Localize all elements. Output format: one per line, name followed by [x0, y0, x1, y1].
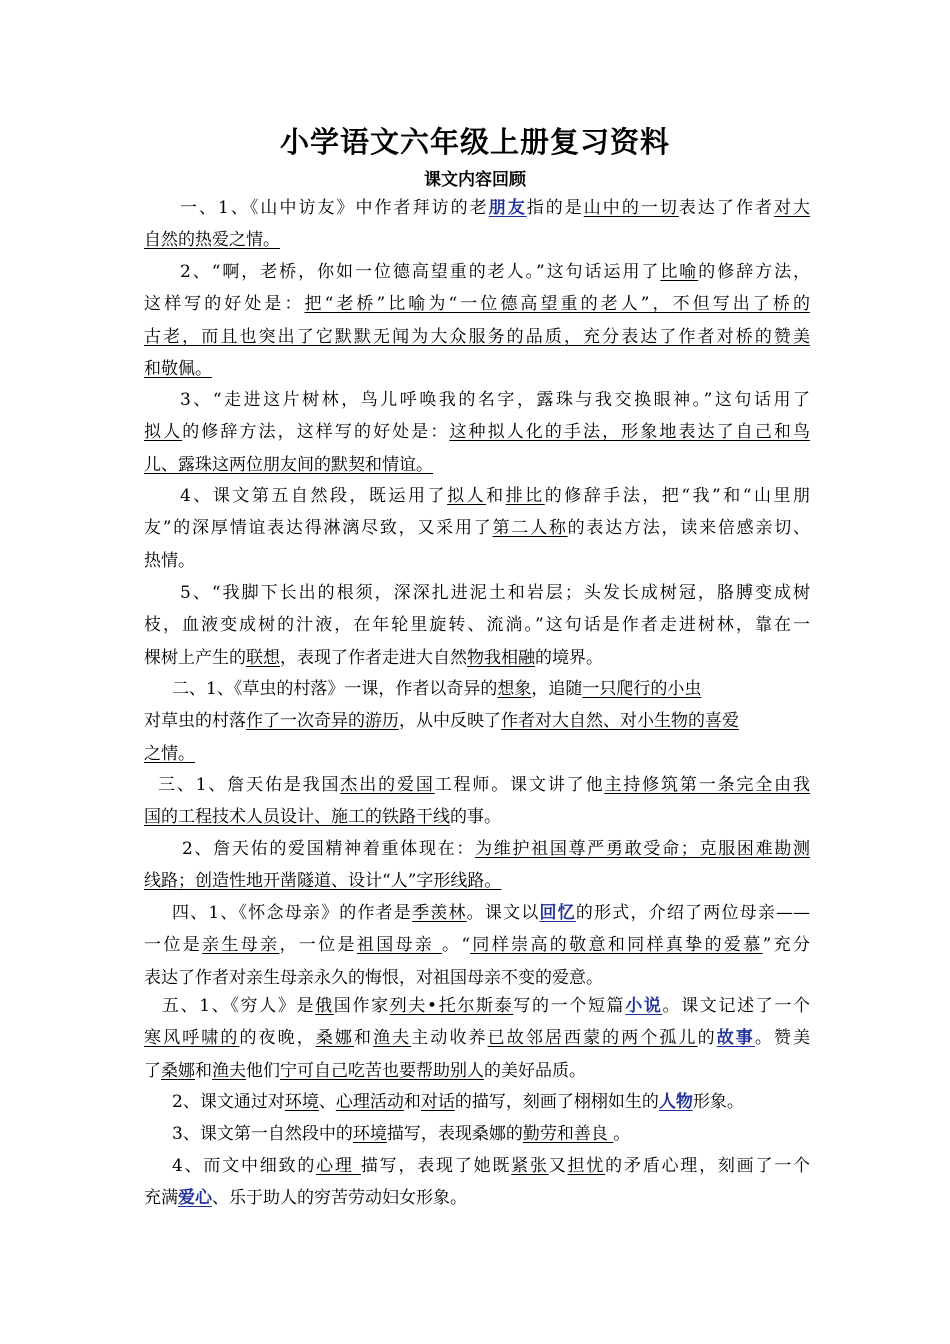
text-line [144, 705, 810, 737]
text-run: 的修辞方法，这样写的好处是： [182, 422, 450, 443]
text-run: 二、1、《草虫的村落》一课，作者以奇异的 [172, 679, 498, 699]
underlined-answer: 作者对大自然、对小生物的喜爱 [501, 711, 739, 732]
text-line [144, 1182, 810, 1214]
text-run: 和 [486, 486, 506, 506]
underlined-answer: 自然的热爱之情。 [144, 230, 280, 251]
text-line [144, 833, 810, 865]
text-line [144, 416, 810, 448]
underlined-answer: 之情。 [144, 743, 195, 764]
paragraph-13 [144, 1150, 810, 1215]
text-run: 三、1、詹天佑是我国 [158, 775, 341, 795]
underlined-answer: 物我相融 [467, 647, 535, 668]
underlined-answer: 渔夫 [212, 1060, 246, 1081]
underlined-answer: 对大 [774, 198, 811, 218]
text-run: 。“ [442, 935, 471, 956]
underlined-answer: 和敬佩。 [144, 358, 212, 379]
paragraph-6 [144, 673, 810, 770]
text-line [144, 256, 810, 288]
text-line [144, 480, 810, 512]
paragraph-1 [144, 192, 810, 257]
text-run: 对草虫的村落 [144, 711, 246, 732]
paragraph-2 [144, 256, 810, 385]
paragraph-12 [144, 1118, 810, 1150]
text-run: 2、詹天佑的爱国精神着重体现在： [182, 839, 476, 859]
underlined-answer: 已故邻居西蒙的两个孤儿 [487, 1028, 698, 1049]
text-line [144, 865, 810, 897]
text-run: 了 [144, 1060, 161, 1081]
text-run: 热情。 [144, 550, 195, 571]
text-run: 的修辞手法，把“我”和“山里朋 [544, 486, 811, 506]
text-run: ，从中反映了 [399, 711, 501, 732]
text-line [144, 1118, 810, 1150]
text-line [144, 929, 810, 961]
text-run: 一、1、《山中访友》中作者拜访的老 [180, 198, 489, 218]
text-line [144, 738, 810, 770]
underlined-answer: 第二人称 [492, 518, 568, 539]
underlined-answer: 主持修筑第一条完全由我 [604, 775, 811, 795]
text-run: 充满 [144, 1188, 178, 1209]
highlight-answer: 回忆 [539, 903, 576, 923]
text-run: 指的是 [526, 198, 584, 218]
text-run: 的形式，介绍了两位母亲—— [575, 903, 811, 923]
text-run: 描写，表现桑娜的 [386, 1124, 523, 1144]
underlined-answer: 国的工程技术人员设计、施工的铁路干线 [144, 807, 450, 828]
text-line [144, 1086, 810, 1118]
text-run: 的矛盾心理，刻画了一个 [605, 1156, 811, 1176]
paragraph-11 [144, 1086, 810, 1118]
underlined-answer: 勤劳和善良 [522, 1124, 614, 1144]
text-run: 他们 [246, 1060, 280, 1081]
text-line [144, 801, 810, 833]
underlined-answer: 环境 [352, 1124, 387, 1144]
page-title: 小学语文六年级上册复习资料 [279, 125, 670, 159]
underlined-answer: 宁可自己吃苦也要帮助别人 [280, 1060, 484, 1081]
text-line [144, 384, 810, 416]
text-run: 枝，血液变成树的汁液，在年轮里旋转、流淌。”这句话是作者走进树林，靠在一 [144, 615, 810, 636]
text-run: 友”的深厚情谊表达得淋漓尽致，又采用了 [144, 518, 493, 539]
underlined-answer: 拟人 [447, 486, 487, 506]
underlined-answer: 心理 [316, 1156, 361, 1176]
text-run: 。赞美 [754, 1028, 811, 1049]
text-line [144, 769, 810, 801]
text-line [144, 642, 810, 674]
text-run: 五、1、《穷人》是 [162, 996, 316, 1016]
text-run: 5、“我脚下长出的根须，深深扎进泥土和岩层；头发长成树冠，胳膊变成树 [180, 583, 810, 603]
text-run: 四、1、《怀念母亲》的作者是 [172, 903, 413, 923]
text-run: ，表现了作者走进大自然 [280, 647, 467, 668]
underlined-answer: 一只爬行的小虫 [582, 679, 702, 699]
text-line [144, 353, 810, 385]
text-line [144, 288, 810, 320]
page-subtitle: 课文内容回顾 [424, 170, 526, 190]
text-line [144, 1055, 810, 1087]
text-run: 和 [354, 1028, 374, 1049]
underlined-answer: 为维护祖国尊严勇敢受命；克服困难勘测 [475, 839, 810, 859]
highlight-answer: 人物 [658, 1092, 693, 1112]
text-run: 的夜晚， [239, 1028, 316, 1049]
text-line [144, 990, 810, 1022]
underlined-answer: 这种拟人化的手法，形象地表达了自己和鸟 [449, 422, 811, 443]
text-line [144, 224, 810, 256]
underlined-answer: 山中的一切 [583, 198, 679, 218]
text-run: ，追随 [531, 679, 583, 699]
text-run: 写的一个短篇 [513, 996, 626, 1016]
underlined-answer: 对话 [420, 1092, 455, 1112]
underlined-answer: 作了一次奇异的游历 [246, 711, 399, 732]
paragraph-4 [144, 480, 810, 577]
paragraph-7 [144, 769, 810, 834]
text-line [144, 1022, 810, 1054]
paragraph-5 [144, 577, 810, 674]
underlined-answer: 线路；创造性地开凿隧道、设计“人”字形线路。 [144, 871, 502, 892]
text-run: 表达了作者 [678, 198, 774, 218]
underlined-answer: 儿、露珠这两位朋友间的默契和情谊。 [144, 454, 433, 475]
underlined-answer: 联想 [246, 647, 280, 668]
text-run: 、乐于助人的穷苦劳动妇女形象。 [212, 1188, 467, 1209]
text-run: 又 [548, 1156, 568, 1176]
text-run: 。课文记述了一个 [662, 996, 811, 1016]
text-run: 一位是 [144, 935, 203, 956]
underlined-answer: 渔夫 [373, 1028, 412, 1049]
paragraph-10 [144, 990, 810, 1087]
paragraph-3 [144, 384, 810, 481]
highlight-answer: 朋友 [488, 198, 527, 218]
text-line [144, 673, 810, 705]
highlight-answer: 爱心 [178, 1188, 212, 1209]
underlined-answer: 想象 [497, 679, 532, 699]
paragraph-8 [144, 833, 810, 898]
text-run: 棵树上产生的 [144, 647, 246, 668]
underlined-answer: 心理活动 [335, 1092, 404, 1112]
text-run: 形象。 [692, 1092, 744, 1112]
underlined-answer: 排比 [505, 486, 545, 506]
text-run: 和 [403, 1092, 421, 1112]
underlined-answer: 担忧 [567, 1156, 606, 1176]
text-line [144, 897, 810, 929]
text-run: 2、课文通过对 [172, 1092, 285, 1112]
underlined-answer: 把“老桥”比喻为“一位德高望重的老人”，不但写出了桥的 [304, 294, 811, 315]
text-run: 2、“啊，老桥，你如一位德高望重的老人。”这句话运用了 [180, 262, 661, 282]
highlight-answer: 故事 [716, 1028, 755, 1049]
text-run: 的境界。 [535, 647, 603, 668]
text-line [144, 609, 810, 641]
text-run: 的事。 [450, 807, 501, 828]
text-run: 4、课文第五自然段，既运用了 [180, 486, 448, 506]
text-line [144, 577, 810, 609]
underlined-answer: 拟人 [144, 422, 183, 443]
underlined-answer: 紧张 [511, 1156, 549, 1176]
text-line [144, 321, 810, 353]
underlined-answer: 季羡林 [412, 903, 467, 923]
text-run: 4、而文中细致的 [172, 1156, 317, 1176]
text-run: 、 [318, 1092, 336, 1112]
text-line [144, 449, 810, 481]
text-run: 工程师。课文讲了他 [434, 775, 605, 795]
text-line [144, 1150, 810, 1182]
text-run: 的描写，刻画了栩栩如生的 [454, 1092, 659, 1112]
text-run: 描写，表现了她既 [360, 1156, 512, 1176]
text-run: 3、课文第一自然段中的 [172, 1124, 353, 1144]
paragraph-9 [144, 897, 810, 994]
underlined-answer: 比喻 [660, 262, 699, 282]
underlined-answer: 俄 [315, 996, 334, 1016]
underlined-answer: 同样崇高的敬意和同样真挚的爱慕 [470, 935, 763, 956]
underlined-answer: 杰出的爱国 [340, 775, 435, 795]
underlined-answer: 亲生母亲 [202, 935, 280, 956]
underlined-answer: 桑娜 [315, 1028, 354, 1049]
underlined-answer: 桑娜 [161, 1060, 195, 1081]
underlined-answer: 寒风呼啸的 [144, 1028, 240, 1049]
text-line [144, 512, 810, 544]
underlined-answer: 环境 [284, 1092, 319, 1112]
text-run: ，一位是 [279, 935, 357, 956]
underlined-answer: 祖国母亲 [356, 935, 443, 956]
text-run: 3、“走进这片树林，鸟儿呼唤我的名字，露珠与我交换眼神。”这句话用了 [180, 390, 810, 410]
text-run: 的美好品质。 [484, 1060, 586, 1081]
text-line [144, 192, 810, 224]
text-run: 主动收养 [411, 1028, 488, 1049]
text-run: 的 [697, 1028, 717, 1049]
underlined-answer: 列夫•托尔斯泰 [389, 996, 514, 1016]
highlight-answer: 小说 [625, 996, 663, 1016]
text-line [144, 545, 810, 577]
text-run: 的修辞方法， [698, 262, 811, 282]
text-run: 这样写的好处是： [144, 294, 305, 315]
text-run: 和 [195, 1060, 212, 1081]
text-run: 。 [613, 1124, 631, 1144]
text-run: 的表达方法，读来倍感亲切、 [567, 518, 810, 539]
text-run: 。课文以 [466, 903, 540, 923]
text-run: 表达了作者对亲生母亲永久的悔恨，对祖国母亲不变的爱意。 [144, 967, 603, 988]
underlined-answer: 古老，而且也突出了它默默无闻为大众服务的品质，充分表达了作者对桥的赞美 [144, 326, 810, 347]
text-run: ”充分 [762, 935, 811, 956]
text-run: 国作家 [333, 996, 390, 1016]
